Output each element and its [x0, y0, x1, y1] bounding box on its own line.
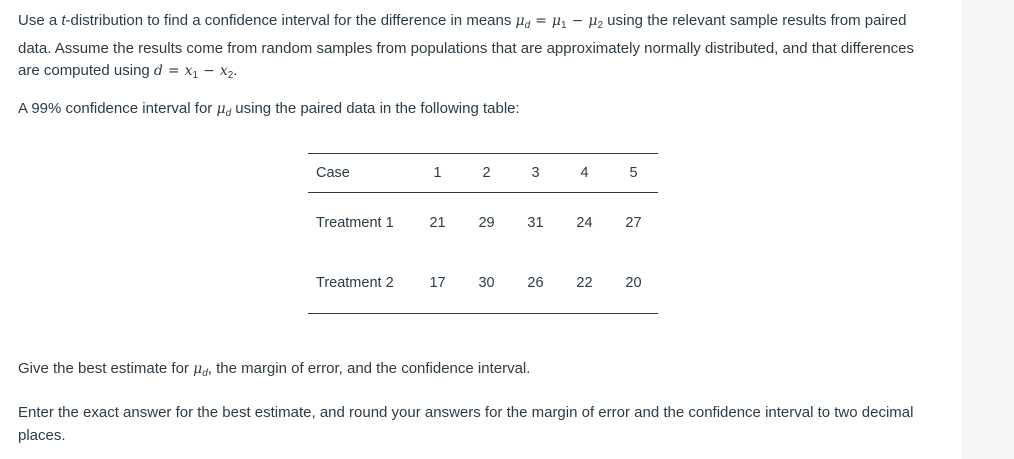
rounding-instructions: Enter the exact answer for the best estimate, and round your answers for the margin of error and the confidence interval to two decimal places.: [18, 404, 914, 444]
table-cell: 17: [429, 275, 446, 291]
table-cell: 31: [527, 215, 544, 231]
table-header-row: [308, 154, 658, 193]
table-cell: 20: [625, 275, 642, 291]
confidence-prompt: A 99% confidence interval for $\mu_d$ using the paired data in the following table:: [18, 100, 520, 119]
table-header-cell: 5: [629, 165, 638, 181]
page-gutter: [962, 0, 1014, 459]
formula-d: $d = x_1 - x_2$: [153, 63, 234, 81]
table-cell: 21: [429, 215, 446, 231]
table-header-cell: 3: [531, 165, 540, 181]
problem-intro: Use a t-distribution to find a confidence interval for the difference in means $\mu_d = \mu_1 - \mu_2$ using the relevant sample results from paired data. Assume the results come from random samples from populations that are approximately normally distributed, and that differences are computed using $d = x_1 - x_2$.: [18, 12, 915, 81]
symbol-mu-d: $\mu_d$: [193, 361, 208, 379]
table-header-cell: 1: [433, 165, 442, 181]
table-cell: 27: [625, 215, 642, 231]
row-label: Treatment 1: [316, 215, 394, 231]
table-cell: 26: [527, 275, 544, 291]
estimate-question: Give the best estimate for $\mu_d$, the margin of error, and the confidence interval.: [18, 360, 531, 379]
table-header-case: Case: [316, 165, 350, 181]
symbol-mu-d: $\mu_d$: [216, 101, 232, 119]
table-row-treatment-1: [308, 193, 658, 254]
table-header-cell: 2: [482, 165, 491, 181]
table-cell: 29: [478, 215, 495, 231]
table-cell: 22: [576, 275, 593, 291]
table-row-treatment-2: [308, 253, 658, 314]
table-cell: 30: [478, 275, 495, 291]
table-header-cell: 4: [580, 165, 589, 181]
paired-data-table: [308, 153, 658, 314]
row-label: Treatment 2: [316, 275, 394, 291]
table-cell: 24: [576, 215, 593, 231]
formula-mu-d: $\mu_d = \mu_1 - \mu_2$: [515, 13, 603, 31]
